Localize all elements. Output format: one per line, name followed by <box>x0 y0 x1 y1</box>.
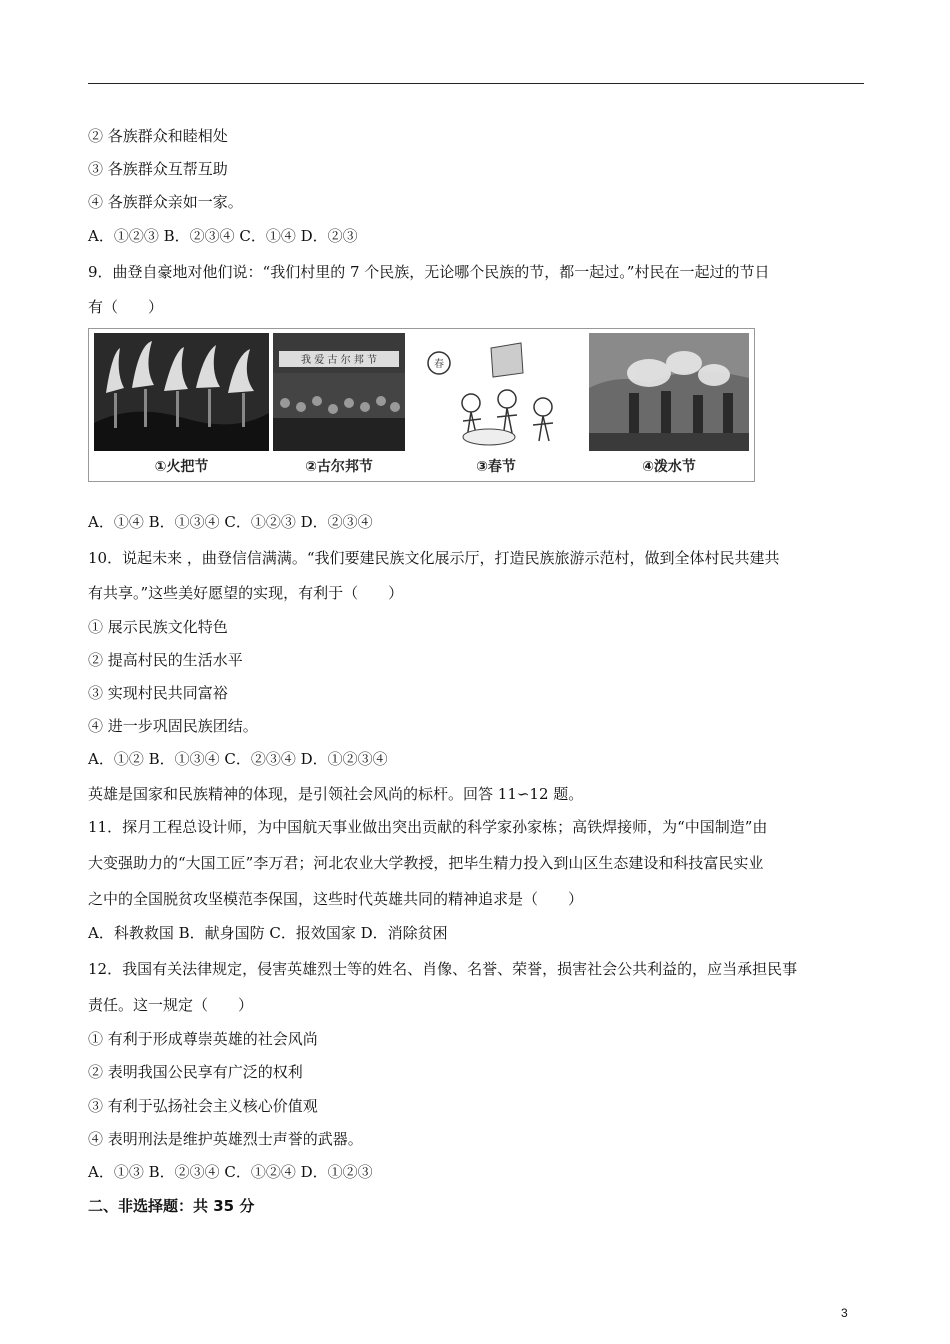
question-10-text: 有共享。”这些美好愿望的实现，有利于（ ） <box>88 584 404 602</box>
caption-torch-festival: ①火把节 <box>154 459 209 475</box>
question-11-text: 之中的全国脱贫攻坚模范李保国，这些时代英雄共同的精神追求是（ ） <box>88 890 584 908</box>
option-line: ③ 实现村民共同富裕 <box>88 684 228 702</box>
caption-gurban-festival: ②古尔邦节 <box>305 459 373 475</box>
question-11-text: 大变强助力的“大国工匠”李万君；河北农业大学教授，把毕生精力投入到山区生态建设和科技富民实业 <box>88 854 764 872</box>
option-line: ④ 进一步巩固民族团结。 <box>88 717 258 735</box>
question-10-answers: A．①② B．①③④ C．②③④ D．①②③④ <box>88 750 388 768</box>
section-2-heading: 二、非选择题：共 35 分 <box>88 1197 255 1215</box>
option-line: ③ 各族群众互帮互助 <box>88 160 228 178</box>
spring-festival-illustration <box>411 333 581 451</box>
option-line: ③ 有利于弘扬社会主义核心价值观 <box>88 1097 318 1115</box>
question-11-answers: A．科教救国 B．献身国防 C．报效国家 D．消除贫困 <box>88 924 448 942</box>
question-9-text: 9．曲登自豪地对他们说：“我们村里的 7 个民族，无论哪个民族的节，都一起过。”村民在一起过的节日 <box>88 263 770 281</box>
gurban-festival-photo <box>273 333 405 451</box>
festival-photo-strip <box>88 328 755 482</box>
question-9-text: 有（ ） <box>88 298 164 316</box>
option-line: ④ 表明刑法是维护英雄烈士声誉的武器。 <box>88 1130 363 1148</box>
question-12-text: 12．我国有关法律规定，侵害英雄烈士等的姓名、肖像、名誉、荣誉，损害社会公共利益的，应当承担民事 <box>88 960 798 978</box>
torch-festival-photo <box>94 333 269 451</box>
question-9-answers: A．①④ B．①③④ C．①②③ D．②③④ <box>88 513 373 531</box>
question-10-text: 10．说起未来 ，曲登信信满满。“我们要建民族文化展示厅，打造民族旅游示范村，做到全体村民共建共 <box>88 549 780 567</box>
question-12-answers: A．①③ B．②③④ C．①②④ D．①②③ <box>88 1163 373 1181</box>
option-line: ② 提高村民的生活水平 <box>88 651 243 669</box>
option-line: ② 各族群众和睦相处 <box>88 127 228 145</box>
question-11-text: 11．探月工程总设计师，为中国航天事业做出突出贡献的科学家孙家栋；高铁焊接师，为“中国制造”由 <box>88 818 768 836</box>
section-intro: 英雄是国家和民族精神的体现，是引领社会风尚的标杆。回答 11∽12 题。 <box>88 785 584 803</box>
header-rule <box>88 83 864 84</box>
option-line: ② 表明我国公民享有广泛的权利 <box>88 1063 303 1081</box>
caption-water-splashing-festival: ④泼水节 <box>642 459 696 475</box>
option-line: ① 展示民族文化特色 <box>88 618 228 636</box>
svg-text:春: 春 <box>434 359 444 370</box>
gurban-banner: 我 爱 古 尔 邦 节 <box>301 355 377 366</box>
option-line: ① 有利于形成尊崇英雄的社会风尚 <box>88 1030 318 1048</box>
page-number: 3 <box>841 1306 848 1320</box>
option-line: ④ 各族群众亲如一家。 <box>88 193 243 211</box>
answer-choices: A．①②③ B．②③④ C．①④ D．②③ <box>88 227 358 245</box>
water-splashing-festival-photo <box>589 333 749 451</box>
question-12-text: 责任。这一规定（ ） <box>88 996 254 1014</box>
caption-spring-festival: ③春节 <box>476 459 516 475</box>
